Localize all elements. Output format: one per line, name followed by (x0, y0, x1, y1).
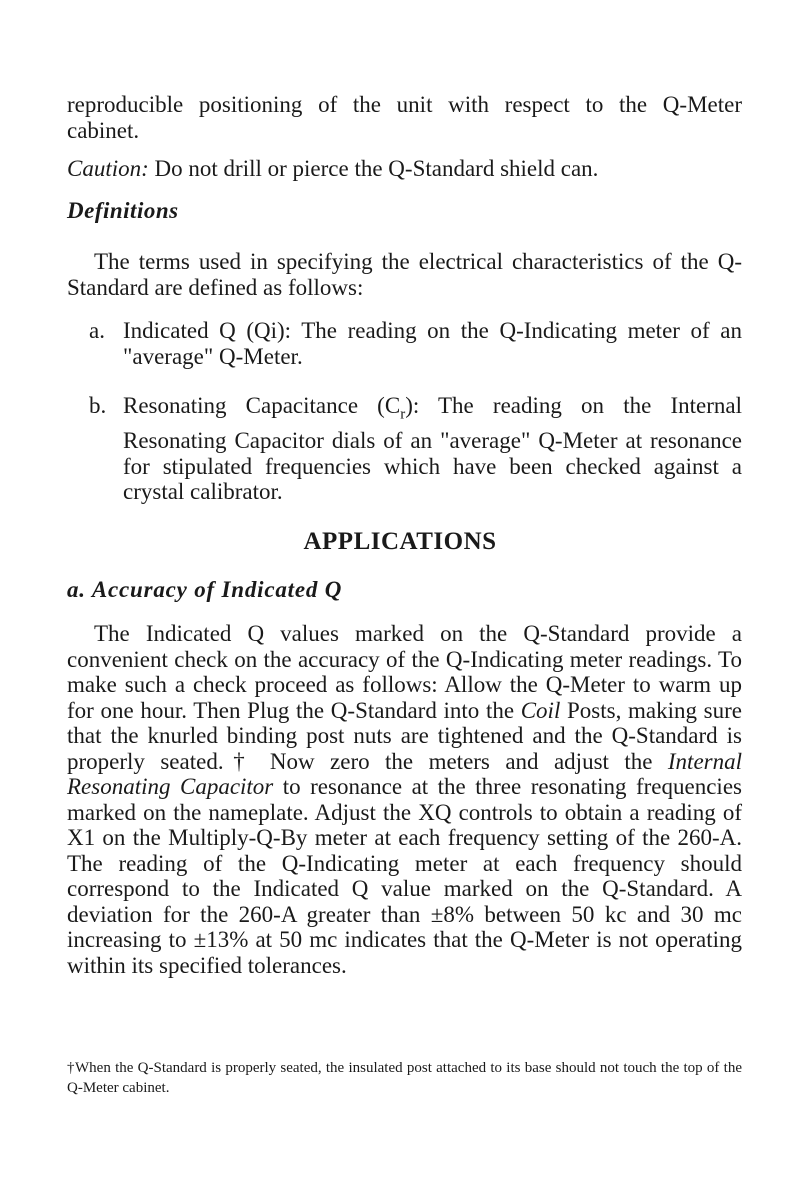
definition-item-b-text-part2: ): The reading on the Internal Resonating Capacitor dials of an "average" Q-Meter at resonance for stipulated frequencies which have been checked against a crystal calibrator. (123, 393, 742, 505)
accuracy-paragraph-part3: to resonance at the three resonating frequencies marked on the nameplate. Adjust the XQ controls to obtain a reading of X1 on the Multiply-Q-By meter at each frequency setting of the 260-A. The reading of the Q-Indicating meter at each frequency should correspond to the Indicated Q value marked on the Q-Standard. A deviation for the 260-A greater than ±8% between 50 kc and 30 mc increasing to ±13% at 50 mc indicates that the Q-Meter is not operating within its specified tolerances. (67, 774, 742, 978)
accuracy-paragraph (67, 621, 742, 978)
definition-item-b (90, 393, 742, 505)
caution-note (67, 156, 742, 182)
intro-line-1: reproducible positioning of the unit with respect to the Q-Meter (67, 92, 742, 117)
intro-paragraph (67, 92, 742, 143)
caution-text: Do not drill or pierce the Q-Standard shield can. (148, 156, 599, 181)
definition-item-b-text (123, 393, 742, 505)
definition-item-b-subscript: r (400, 406, 406, 423)
accuracy-subheading (67, 577, 742, 603)
definition-item-a-marker: a. (89, 318, 105, 343)
definition-item-b-text-part1: Resonating Capacitance (C (123, 393, 401, 418)
definitions-heading: Definitions (67, 198, 179, 223)
accuracy-paragraph-coil: Coil (520, 697, 561, 723)
footnote: †When the Q-Standard is properly seated, the insulated post attached to its base should not touch the top of the Q-Meter cabinet. (67, 1060, 742, 1096)
definitions-intro: The terms used in specifying the electrical characteristics of the Q-Standard are defined as follows: (67, 249, 742, 300)
caution-label: Caution: (67, 156, 149, 181)
definition-item-b-marker: b. (89, 393, 107, 418)
accuracy-paragraph-part1: The Indicated Q values marked on the Q-Standard provide a convenient check on the accuracy of the Q-Indicating meter readings. To make such a check proceed as follows: Allow the Q-Meter to warm up for one hour. Then Plug the Q-Standard into the (67, 621, 742, 723)
accuracy-subheading-letter: a. (67, 577, 86, 602)
intro-line-2: cabinet. (67, 117, 140, 143)
accuracy-paragraph-capacitor: Internal Resonating Capacitor (67, 748, 742, 799)
applications-title: APPLICATIONS (303, 528, 497, 555)
accuracy-subheading-title: Accuracy of Indicated Q (91, 577, 343, 602)
definition-item-a-text: Indicated Q (Qi): The reading on the Q-Indicating meter of an "average" Q-Meter. (123, 318, 742, 369)
definition-item-a (90, 318, 742, 369)
accuracy-paragraph-part2: Posts, making sure that the knurled binding post nuts are tightened and the Q-Standard is properly seated.† Now zero the meters and adjust the (67, 697, 742, 774)
